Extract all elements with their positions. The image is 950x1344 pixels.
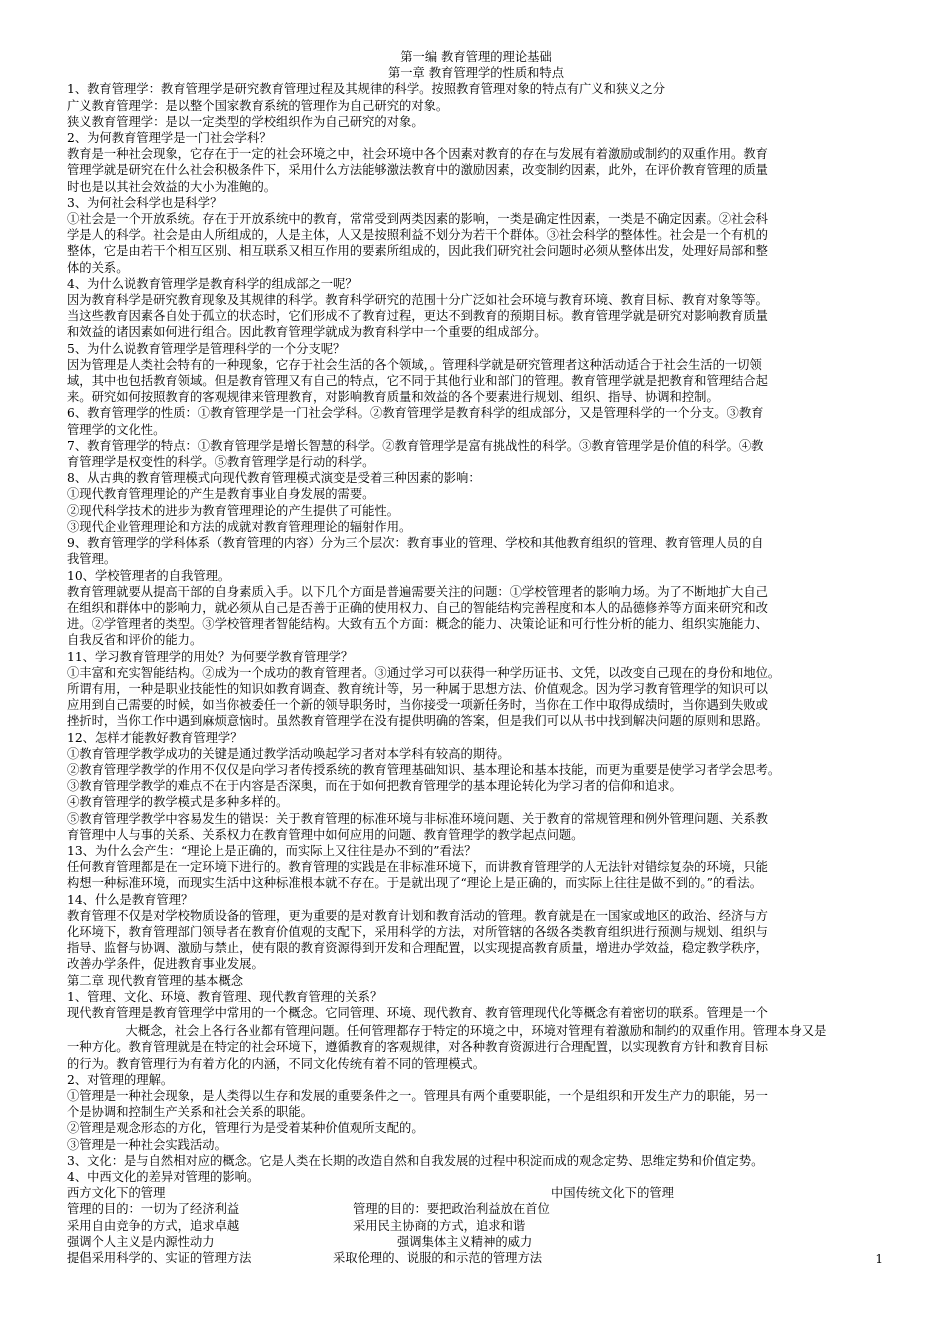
text-line: 挫折时，当你工作中遇到麻烦意恼时。虽然教育管理学在没有提供明确的答案，但是我们可以从书中找到解决问题的原则和思路。 <box>67 714 768 729</box>
text-line: 进。②学管理者的类型。③学校管理者智能结构。大致有五个方面：概念的能力、决策论证和可行性分析的能力、组织实施能力、 <box>67 617 768 632</box>
text-line: 狭义教育管理学：是以一定类型的学校组织作为自己研究的对象。 <box>67 114 424 129</box>
text-line: 整体，它是由若干个相互区别、相互联系又相互作用的要素所组成的，因此我们研究社会问题时必须从整体出发，处理好局部和整 <box>67 244 768 259</box>
text-line: ③管理是一种社会实践活动。 <box>67 1137 227 1152</box>
text-line: 4、为什么说教育管理学是教育科学的组成部之一呢？ <box>67 276 358 291</box>
text-line: 8、从古典的教育管理模式向现代教育管理模式演变是受着三种因素的影响： <box>67 471 481 486</box>
text-line: 学是人的科学。社会是由人所组成的，人是主体，人又是按照利益不划分为若干个群体。③社会科学的整体性。社会是一个有机的 <box>67 228 768 243</box>
text-line: ②教育管理学教学的作用不仅仅是向学习者传授系统的教育管理基础知识、基本理论和基本技能，而更为重要是使学习者学会思考。 <box>67 762 781 777</box>
text-line: 构想一种标准环境，而现实生活中这种标准根本就不存在。于是就出现了“理论上是正确的，而实际上往往是做不到的。”的看法。 <box>67 876 763 891</box>
text-line: 6、教育管理学的性质：①教育管理学是一门社会学科。②教育管理学是教育科学的组成部分，又是管理科学的一个分支。③教育 <box>67 406 764 421</box>
comparison-row <box>67 1201 885 1217</box>
heading-line: 第一章 教育管理学的性质和特点 <box>387 66 565 81</box>
text-line: 个是协调和控制生产关系和社会关系的职能。 <box>67 1105 313 1120</box>
text-line: ③现代企业管理理论和方法的成就对教育管理理论的辐射作用。 <box>67 519 412 534</box>
comparison-row <box>67 1185 885 1201</box>
text-line: 育管理中人与事的关系、关系权力在教育管理中如何应用的问题、教育管理学的教学起点问题。 <box>67 827 584 842</box>
text-line: 5、为什么说教育管理学是管理科学的一个分支呢？ <box>67 341 346 356</box>
text-line: 改善办学条件，促进教育事业发展。 <box>67 957 264 972</box>
text-lines <box>67 49 885 1185</box>
text-line: 教育是一种社会现象，它存在于一定的社会环境之中，社会环境中各个因素对教育的存在与发展有着激励或制约的双重作用。教育 <box>67 147 768 162</box>
text-line: 我管理。 <box>67 552 117 567</box>
text-line: 2、为何教育管理学是一门社会学科？ <box>67 131 272 146</box>
western-cell: 强调个人主义是内源性动力 <box>67 1234 215 1249</box>
text-line: 管理学就是研究在什么社会积极条件下，采用什么方法能够激法教育中的激励因素，改变制约因素，此外，在评价教育管理的质量 <box>67 163 768 178</box>
text-line: 现代教育管理是教育管理学中常用的一个概念。它同管理、环境、现代教育、教育管理现代化等概念有着密切的联系。管理是一个 <box>67 1005 768 1020</box>
text-line: 1、教育管理学：教育管理学是研究教育管理过程及其规律的科学。按照教育管理对象的特点有广义和狭义之分 <box>67 82 666 97</box>
text-line: 育管理学是权变性的科学。⑤教育管理学是行动的科学。 <box>67 455 375 470</box>
text-line: 来。研究如何按照教育的客观规律来管理教育，对影响教育质量和效益的各个要素进行规划、组织、指导、协调和控制。 <box>67 390 719 405</box>
text-line: 第二章 现代教育管理的基本概念 <box>67 973 244 988</box>
text-line: ⑤教育管理学教学中容易发生的错误：关于教育管理的标准环境与非标准环境问题、关于教育的常规管理和例外管理问题、关系教 <box>67 811 768 826</box>
comparison-table <box>67 1185 885 1266</box>
text-line: 4、中西文化的差异对管理的影响。 <box>67 1170 260 1185</box>
text-line: ③教育管理学教学的难点不在于内容是否深奥，而在于如何把教育管理学的基本理论转化为学习者的信仰和追求。 <box>67 779 682 794</box>
text-line: 管理学的文化性。 <box>67 422 166 437</box>
text-line: ①丰富和充实智能结构。②成为一个成功的教育管理者。③通过学习可以获得一种学历证书、文凭，以改变自己现在的身份和地位。 <box>67 665 781 680</box>
text-line: ②管理是观念形态的方化，管理行为是受着某种价值观所支配的。 <box>67 1121 424 1136</box>
page-number: 1 <box>875 1252 883 1266</box>
chinese-cell: 中国传统文化下的管理 <box>551 1186 674 1201</box>
text-line: 13、为什么会产生：“理论上是正确的，而实际上又往往是办不到的”看法？ <box>67 843 477 858</box>
comparison-row <box>67 1250 885 1266</box>
text-line: ②现代科学技术的进步为教育管理理论的产生提供了可能性。 <box>67 503 400 518</box>
text-line: 域，其中也包括教育领域。但是教育管理又有自己的特点，它不同于其他行业和部门的管理。教育管理学就是把教育和管理结合起 <box>67 374 768 389</box>
chinese-cell: 采取伦理的、说服的和示范的管理方法 <box>333 1251 543 1266</box>
text-line: ①社会是一个开放系统。存在于开放系统中的教育，常常受到两类因素的影响，一类是确定性因素，一类是不确定因素。②社会科 <box>67 212 768 227</box>
text-line: 1、管理、文化、环境、教育管理、现代教育管理的关系？ <box>67 989 383 1004</box>
text-line: 11、学习教育管理学的用处？为何要学教育管理学？ <box>67 649 354 664</box>
western-cell: 西方文化下的管理 <box>67 1186 166 1201</box>
text-line: 2、对管理的理解。 <box>67 1072 174 1087</box>
text-line: 教育管理就要从提高干部的自身素质入手。以下几个方面是普遍需要关注的问题：①学校管理者的影响力场。为了不断地扩大自己 <box>67 584 768 599</box>
text-line: 14、什么是教育管理？ <box>67 892 194 907</box>
text-line: 应用到自己需要的时候，如当你被委任一个新的领导职务时，当你接受一项新任务时，当你在工作中取得成绩时，当你遇到失败或 <box>67 698 768 713</box>
text-line: 教育管理不仅是对学校物质设备的管理，更为重要的是对教育计划和教育活动的管理。教育就是在一国家或地区的政治、经济与方 <box>67 908 768 923</box>
text-line: ①管理是一种社会现象，是人类得以生存和发展的重要条件之一。管理具有两个重要职能，一个是组织和开发生产力的职能，另一 <box>67 1089 768 1103</box>
text-line: 化环境下，教育管理部门领导者在教育价值观的支配下，采用科学的方法，对所管辖的各级各类教育组织进行预测与规划、组织与 <box>67 924 768 939</box>
text-line: 当这些教育因素各自处于孤立的状态时，它们形成不了教育过程，更达不到教育的预期目标。教育管理学就是研究对影响教育质量 <box>67 309 768 324</box>
document-body <box>67 49 885 1266</box>
western-cell: 采用自由竞争的方式，追求卓越 <box>67 1218 240 1233</box>
heading-line: 大概念，社会上各行各业都有管理问题。任何管理都存于特定的环境之中，环境对管理有着激励和制约的双重作用。管理本身又是 <box>125 1024 827 1039</box>
text-line: 所谓有用，一种是职业技能性的知识如教育调查、教育统计等，另一种属于思想方法、价值观念。因为学习教育管理学的知识可以 <box>67 681 768 696</box>
comparison-row <box>67 1218 885 1234</box>
text-line: 体的关系。 <box>67 260 129 275</box>
text-line: 3、为何社会科学也是科学？ <box>67 195 223 210</box>
chinese-cell: 管理的目的：要把政治利益放在首位 <box>353 1202 550 1217</box>
text-line: 因为教育科学是研究教育现象及其规律的科学。教育科学研究的范围十分广泛如社会环境与教育环境、教育目标、教育对象等等。 <box>67 293 768 308</box>
text-line: 广义教育管理学：是以整个国家教育系统的管理作为自己研究的对象。 <box>67 98 449 113</box>
text-line: 3、文化：是与自然相对应的概念。它是人类在长期的改造自然和自我发展的过程中积淀而成的观念定势、思维定势和价值定势。 <box>67 1153 764 1168</box>
text-line: 任何教育管理都是在一定环境下进行的。教育管理的实践是在非标准环境下，而讲教育管理学的人无法针对错综复杂的环境，只能 <box>67 860 768 875</box>
text-line: ④教育管理学的教学模式是多种多样的。 <box>67 795 289 810</box>
text-line: 7、教育管理学的特点：①教育管理学是增长智慧的科学。②教育管理学是富有挑战性的科学。③教育管理学是价值的科学。④教 <box>67 438 764 453</box>
text-line: 的行为。教育管理行为有着方化的内涵，不同文化传统有着不同的管理模式。 <box>67 1056 486 1071</box>
comparison-row <box>67 1234 885 1250</box>
text-line: 9、教育管理学的学科体系（教育管理的内容）分为三个层次：教育事业的管理、学校和其他教育组织的管理、教育管理人员的自 <box>67 536 764 551</box>
text-line: ①教育管理学教学成功的关键是通过教学活动唤起学习者对本学科有较高的期待。 <box>67 746 510 761</box>
text-line: 10、学校管理者的自我管理。 <box>67 568 231 583</box>
text-line: 12、怎样才能教好教育管理学？ <box>67 730 243 745</box>
text-line: 因为管理是人类社会特有的一种现象，它存于社会生活的各个领域，。管理科学就是研究管理者这种活动适合于社会生活的一切领 <box>67 357 762 372</box>
text-line: 一种方化。教育管理就是在特定的社会环境下，遵循教育的客观规律，对各种教育资源进行合理配置，以实现教育方针和教育目标 <box>67 1040 768 1055</box>
heading-line: 第一编 教育管理的理论基础 <box>400 50 552 64</box>
text-line: 指导、监督与协调、激励与禁止，使有限的教育资源得到开发和合理配置，以实现提高教育质量，增进办学效益，稳定教学秩序， <box>67 941 768 956</box>
text-line: 时也是以其社会效益的大小为准鲍的。 <box>67 179 277 194</box>
western-cell: 提倡采用科学的、实证的管理方法 <box>67 1251 252 1266</box>
text-line: ①现代教育管理理论的产生是教育事业自身发展的需要。 <box>67 487 375 502</box>
chinese-cell: 采用民主协商的方式，追求和谐 <box>353 1218 526 1233</box>
western-cell: 管理的目的：一切为了经济利益 <box>67 1202 240 1217</box>
text-line: 自我反省和评价的能力。 <box>67 633 203 648</box>
text-line: 和效益的诸因素如何进行组合。因此教育管理学就成为教育科学中一个重要的组成部分。 <box>67 325 547 340</box>
text-line: 在组织和群体中的影响力，就必须从自己是否善于正确的使用权力、自己的智能结构完善程度和本人的品德修养等方面来研究和改 <box>67 600 768 615</box>
chinese-cell: 强调集体主义精神的威力 <box>397 1234 533 1249</box>
